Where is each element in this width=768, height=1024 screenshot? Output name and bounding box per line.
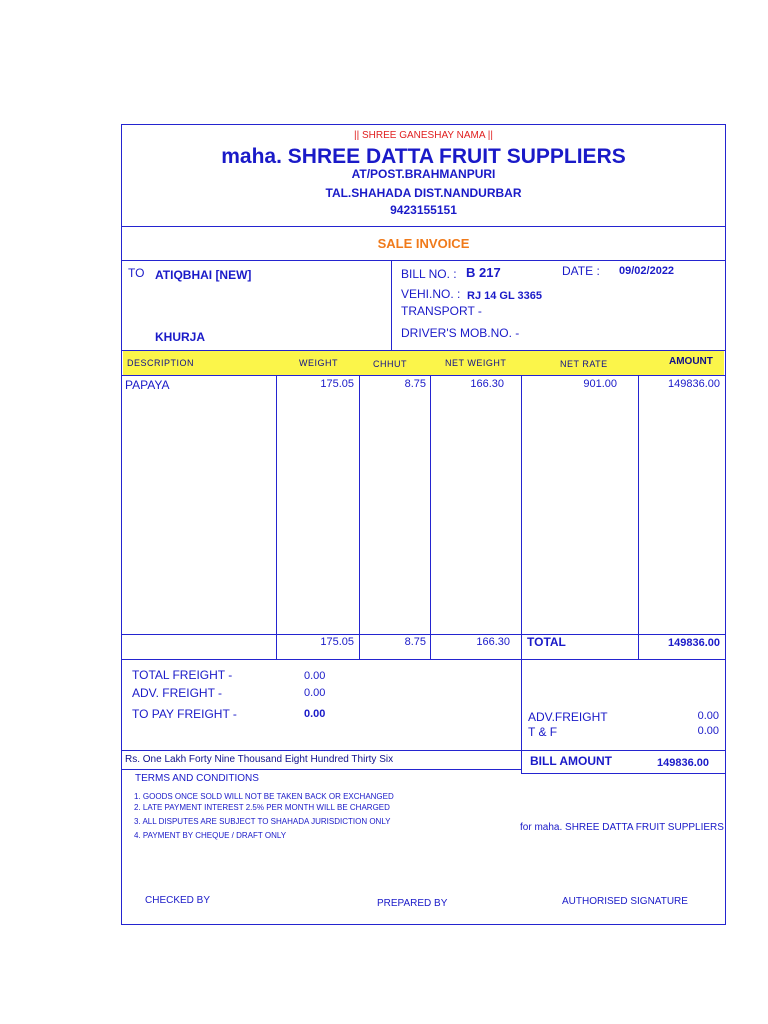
- terms-title: TERMS AND CONDITIONS: [135, 773, 259, 784]
- divider-totals-bottom: [121, 659, 726, 660]
- divider-header: [121, 226, 726, 227]
- row-weight: 175.05: [320, 378, 354, 390]
- col-header-net-weight: NET WEIGHT: [445, 358, 507, 368]
- divider-words-bottom: [121, 769, 521, 770]
- terms-item-4: 4. PAYMENT BY CHEQUE / DRAFT ONLY: [134, 831, 287, 840]
- amount-in-words: Rs. One Lakh Forty Nine Thousand Eight Hundred Thirty Six: [125, 754, 394, 765]
- driver-mobile-label: DRIVER'S MOB.NO. -: [401, 326, 520, 340]
- date-label: DATE :: [562, 264, 600, 278]
- col-header-description: DESCRIPTION: [127, 358, 195, 368]
- vehicle-value: RJ 14 GL 3365: [467, 290, 543, 302]
- prepared-by-label: PREPARED BY: [377, 898, 448, 909]
- adv-freight-label: ADV. FREIGHT -: [132, 686, 223, 700]
- row-chhut: 8.75: [404, 378, 426, 390]
- right-adv-freight-label: ADV.FREIGHT: [528, 710, 608, 724]
- invocation-text: || SHREE GANESHAY NAMA ||: [354, 130, 493, 141]
- table-header-bottom: [121, 375, 726, 376]
- company-name: maha. SHREE DATTA FRUIT SUPPLIERS: [221, 145, 626, 168]
- outer-border-top: [121, 124, 726, 125]
- to-label: TO: [128, 266, 145, 280]
- bill-no-value: B 217: [466, 265, 501, 280]
- col-line-1: [276, 375, 277, 659]
- tf-value: 0.00: [697, 725, 719, 737]
- bill-no-label: BILL NO. :: [401, 267, 457, 281]
- divider-words-top: [121, 750, 726, 751]
- col-header-net-rate: NET RATE: [560, 359, 608, 369]
- total-freight-value: 0.00: [304, 670, 326, 682]
- authorised-signature-label: AUTHORISED SIGNATURE: [562, 896, 688, 907]
- col-header-chhut: CHHUT: [373, 359, 407, 369]
- col-line-3: [430, 375, 431, 659]
- total-label: TOTAL: [527, 635, 566, 649]
- for-company-text: for maha. SHREE DATTA FRUIT SUPPLIERS: [520, 822, 724, 833]
- row-net-rate: 901.00: [583, 378, 617, 390]
- total-chhut: 8.75: [404, 636, 426, 648]
- outer-border-bottom: [121, 924, 726, 925]
- col-header-weight: WEIGHT: [299, 358, 338, 368]
- col-line-2: [359, 375, 360, 659]
- right-adv-freight-value: 0.00: [697, 710, 719, 722]
- row-net-weight: 166.30: [470, 378, 504, 390]
- invoice-type-title: SALE INVOICE: [377, 236, 470, 251]
- terms-item-2: 2. LATE PAYMENT INTEREST 2.5% PER MONTH WILL BE CHARGED: [134, 803, 390, 812]
- date-value: 09/02/2022: [619, 265, 675, 277]
- vehicle-label: VEHI.NO. :: [401, 287, 461, 301]
- customer-city: KHURJA: [155, 330, 206, 344]
- company-phone: 9423155151: [390, 203, 457, 217]
- transport-label: TRANSPORT -: [401, 304, 482, 318]
- col-line-4: [521, 375, 522, 659]
- divider-totals-top: [121, 634, 726, 635]
- col-line-5: [638, 375, 639, 659]
- total-net-weight: 166.30: [476, 636, 510, 648]
- row-description: PAPAYA: [125, 378, 170, 392]
- row-amount: 149836.00: [668, 378, 720, 390]
- terms-item-1: 1. GOODS ONCE SOLD WILL NOT BE TAKEN BACK OR EXCHANGED: [134, 792, 394, 801]
- to-pay-freight-value: 0.00: [304, 708, 326, 720]
- company-address-line1: AT/POST.BRAHMANPURI: [351, 167, 496, 181]
- table-header-band: [123, 351, 724, 375]
- customer-name: ATIQBHAI [NEW]: [155, 268, 252, 282]
- checked-by-label: CHECKED BY: [145, 895, 211, 906]
- tf-label: T & F: [528, 725, 558, 739]
- to-pay-freight-label: TO PAY FREIGHT -: [132, 707, 237, 721]
- total-weight: 175.05: [320, 636, 354, 648]
- bill-amount-label: BILL AMOUNT: [530, 754, 612, 768]
- divider-bill-amount-bottom: [521, 773, 726, 774]
- col-header-amount: AMOUNT: [669, 356, 713, 367]
- divider-invoice-title: [121, 260, 726, 261]
- divider-freight-vertical: [521, 659, 522, 774]
- table-header-top: [121, 350, 726, 351]
- terms-item-3: 3. ALL DISPUTES ARE SUBJECT TO SHAHADA JURISDICTION ONLY: [134, 817, 391, 826]
- total-freight-label: TOTAL FREIGHT -: [132, 668, 233, 682]
- company-address-line2: TAL.SHAHADA DIST.NANDURBAR: [325, 186, 522, 200]
- total-amount: 149836.00: [668, 637, 720, 649]
- adv-freight-value: 0.00: [304, 687, 326, 699]
- divider-party-vertical: [391, 260, 392, 350]
- bill-amount-value: 149836.00: [657, 757, 709, 769]
